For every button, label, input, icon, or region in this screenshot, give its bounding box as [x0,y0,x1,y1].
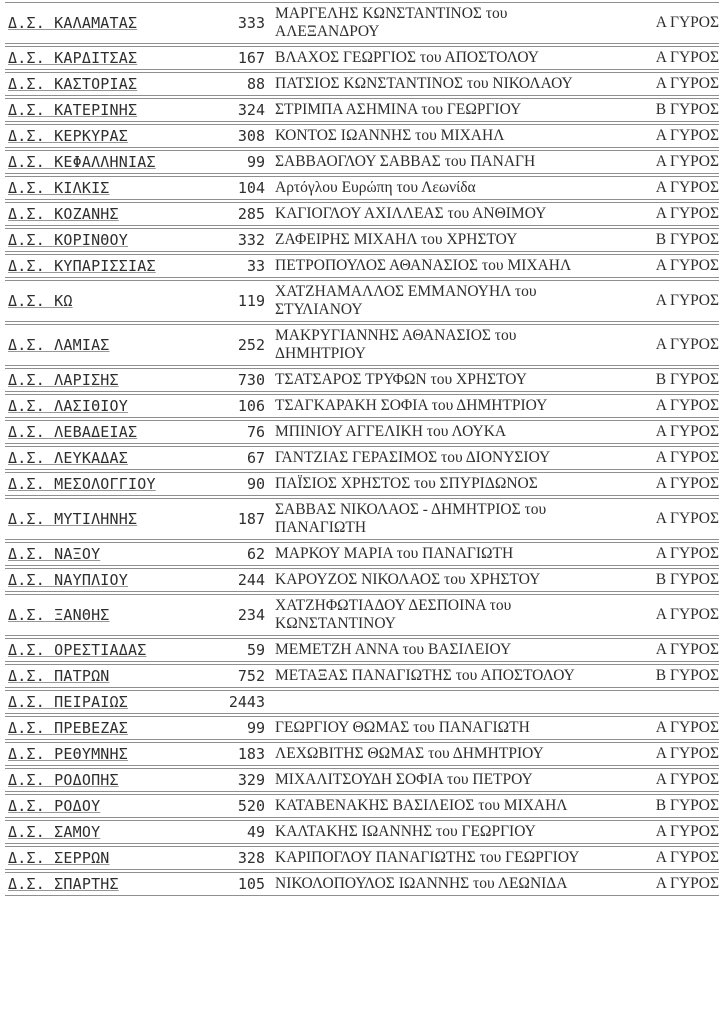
votes-value: 332 [223,228,275,252]
council-cell [5,150,223,174]
candidate-name: ΤΣΑΤΣΑΡΟΣ ΤΡΥΦΩΝ του ΧΡΗΣΤΟΥ [275,368,615,392]
council-link[interactable]: Δ.Σ. ΡΕΘΥΜΝΗΣ [8,745,128,763]
votes-value: 730 [223,368,275,392]
election-results-table [5,0,719,898]
council-link[interactable]: Δ.Σ. ΚΩ [8,292,73,310]
table-row [5,664,719,688]
council-cell [5,638,223,662]
council-link[interactable]: Δ.Σ. ΛΕΥΚΑΔΑΣ [8,449,128,467]
candidate-name: ΚΑΛΤΑΚΗΣ ΙΩΑΝΝΗΣ του ΓΕΩΡΓΙΟΥ [275,820,615,844]
candidate-name: ΧΑΤΖΗΦΩΤΙΑΔΟΥ ΔΕΣΠΟΙΝΑ του ΚΩΝΣΤΑΝΤΙΝΟΥ [275,594,615,636]
council-link[interactable]: Δ.Σ. ΚΕΦΑΛΛΗΝΙΑΣ [8,153,156,171]
table-row [5,72,719,96]
council-cell [5,228,223,252]
council-cell [5,794,223,818]
council-link[interactable]: Δ.Σ. ΚΙΛΚΙΣ [8,179,110,197]
council-cell [5,664,223,688]
round-label: Α ΓΥΡΟΣ [615,2,719,44]
votes-value: 520 [223,794,275,818]
candidate-name: ΖΑΦΕΙΡΗΣ ΜΙΧΑΗΛ του ΧΡΗΣΤΟΥ [275,228,615,252]
round-label [615,690,719,714]
council-cell [5,568,223,592]
table-row [5,202,719,226]
candidate-name: ΣΑΒΒΑΣ ΝΙΚΟΛΑΟΣ - ΔΗΜΗΤΡΙΟΣ του ΠΑΝΑΓΙΩΤΗ [275,498,615,540]
votes-value: 234 [223,594,275,636]
table-row [5,716,719,740]
round-label: Α ΓΥΡΟΣ [615,150,719,174]
council-cell [5,716,223,740]
council-link[interactable]: Δ.Σ. ΠΡΕΒΕΖΑΣ [8,719,128,737]
table-row [5,228,719,252]
council-cell [5,46,223,70]
table-row [5,394,719,418]
round-label: Β ΓΥΡΟΣ [615,368,719,392]
candidate-name: ΜΕΜΕΤΖΗ ΑΝΝΑ του ΒΑΣΙΛΕΙΟΥ [275,638,615,662]
round-label: Β ΓΥΡΟΣ [615,568,719,592]
candidate-name: ΠΕΤΡΟΠΟΥΛΟΣ ΑΘΑΝΑΣΙΟΣ του ΜΙΧΑΗΛ [275,254,615,278]
round-label: Α ΓΥΡΟΣ [615,280,719,322]
results-table-body [5,2,719,896]
table-row [5,594,719,636]
round-label: Α ΓΥΡΟΣ [615,768,719,792]
council-link[interactable]: Δ.Σ. ΛΑΣΙΘΙΟΥ [8,397,128,415]
votes-value: 244 [223,568,275,592]
votes-value: 49 [223,820,275,844]
table-row [5,542,719,566]
council-link[interactable]: Δ.Σ. ΚΑΣΤΟΡΙΑΣ [8,75,138,93]
council-cell [5,820,223,844]
votes-value: 183 [223,742,275,766]
round-label: Α ΓΥΡΟΣ [615,742,719,766]
table-row [5,498,719,540]
votes-value: 333 [223,2,275,44]
council-cell [5,394,223,418]
table-row [5,846,719,870]
round-label: Α ΓΥΡΟΣ [615,420,719,444]
table-row [5,150,719,174]
table-row [5,176,719,200]
council-cell [5,98,223,122]
round-label: Α ΓΥΡΟΣ [615,498,719,540]
council-cell [5,324,223,366]
council-link[interactable]: Δ.Σ. ΣΠΑΡΤΗΣ [8,875,119,893]
round-label: Α ΓΥΡΟΣ [615,846,719,870]
council-link[interactable]: Δ.Σ. ΛΑΡΙΣΗΣ [8,371,119,389]
table-row [5,324,719,366]
table-row [5,368,719,392]
candidate-name: ΣΤΡΙΜΠΑ ΑΣΗΜΙΝΑ του ΓΕΩΡΓΙΟΥ [275,98,615,122]
votes-value: 59 [223,638,275,662]
votes-value: 90 [223,472,275,496]
round-label: Α ΓΥΡΟΣ [615,202,719,226]
council-link[interactable]: Δ.Σ. ΚΑΛΑΜΑΤΑΣ [8,14,138,32]
council-link[interactable]: Δ.Σ. ΠΑΤΡΩΝ [8,667,110,685]
council-link[interactable]: Δ.Σ. ΚΑΡΔΙΤΣΑΣ [8,49,138,67]
round-label: Α ΓΥΡΟΣ [615,394,719,418]
candidate-name: ΚΟΝΤΟΣ ΙΩΑΝΝΗΣ του ΜΙΧΑΗΛ [275,124,615,148]
round-label: Α ΓΥΡΟΣ [615,820,719,844]
candidate-name: ΜΑΡΓΕΛΗΣ ΚΩΝΣΤΑΝΤΙΝΟΣ του ΑΛΕΞΑΝΔΡΟΥ [275,2,615,44]
round-label: Α ΓΥΡΟΣ [615,594,719,636]
council-cell [5,254,223,278]
candidate-name: ΒΛΑΧΟΣ ΓΕΩΡΓΙΟΣ του ΑΠΟΣΤΟΛΟΥ [275,46,615,70]
council-link[interactable]: Δ.Σ. ΞΑΝΘΗΣ [8,606,110,624]
council-link[interactable]: Δ.Σ. ΛΑΜΙΑΣ [8,336,110,354]
votes-value: 76 [223,420,275,444]
council-cell [5,472,223,496]
votes-value: 328 [223,846,275,870]
council-link[interactable]: Δ.Σ. ΚΟΡΙΝΘΟΥ [8,231,128,249]
candidate-name [275,690,615,714]
round-label: Α ΓΥΡΟΣ [615,872,719,896]
votes-value: 99 [223,150,275,174]
votes-value: 252 [223,324,275,366]
votes-value: 119 [223,280,275,322]
table-row [5,872,719,896]
table-row [5,280,719,322]
council-cell [5,446,223,470]
table-row [5,742,719,766]
candidate-name: ΠΑΪΣΙΟΣ ΧΡΗΣΤΟΣ του ΣΠΥΡΙΔΩΝΟΣ [275,472,615,496]
candidate-name: ΝΙΚΟΛΟΠΟΥΛΟΣ ΙΩΑΝΝΗΣ του ΛΕΩΝΙΔΑ [275,872,615,896]
candidate-name: ΠΑΤΣΙΟΣ ΚΩΝΣΤΑΝΤΙΝΟΣ του ΝΙΚΟΛΑΟΥ [275,72,615,96]
council-cell [5,2,223,44]
council-cell [5,72,223,96]
votes-value: 324 [223,98,275,122]
votes-value: 187 [223,498,275,540]
votes-value: 285 [223,202,275,226]
candidate-name: ΜΠΙΝΙΟΥ ΑΓΓΕΛΙΚΗ του ΛΟΥΚΑ [275,420,615,444]
council-cell [5,690,223,714]
round-label: Α ΓΥΡΟΣ [615,46,719,70]
council-link[interactable]: Δ.Σ. ΣΑΜΟΥ [8,823,101,841]
candidate-name: ΓΑΝΤΖΙΑΣ ΓΕΡΑΣΙΜΟΣ του ΔΙΟΝΥΣΙΟΥ [275,446,615,470]
council-link[interactable]: Δ.Σ. ΡΟΔΟΥ [8,797,101,815]
council-link[interactable]: Δ.Σ. ΣΕΡΡΩΝ [8,849,110,867]
table-row [5,2,719,44]
council-cell [5,594,223,636]
council-link[interactable]: Δ.Σ. ΚΟΖΑΝΗΣ [8,205,119,223]
candidate-name: ΜΕΤΑΞΑΣ ΠΑΝΑΓΙΩΤΗΣ του ΑΠΟΣΤΟΛΟΥ [275,664,615,688]
candidate-name: ΚΑΤΑΒΕΝΑΚΗΣ ΒΑΣΙΛΕΙΟΣ του ΜΙΧΑΗΛ [275,794,615,818]
votes-value: 88 [223,72,275,96]
round-label: Α ΓΥΡΟΣ [615,176,719,200]
table-row [5,124,719,148]
council-link[interactable]: Δ.Σ. ΜΕΣΟΛΟΓΓΙΟΥ [8,475,156,493]
candidate-name: ΣΑΒΒΑΟΓΛΟΥ ΣΑΒΒΑΣ του ΠΑΝΑΓΗ [275,150,615,174]
table-row [5,46,719,70]
council-link[interactable]: Δ.Σ. ΛΕΒΑΔΕΙΑΣ [8,423,138,441]
table-row [5,254,719,278]
round-label: Α ΓΥΡΟΣ [615,124,719,148]
table-row [5,446,719,470]
candidate-name: ΧΑΤΖΗΑΜΑΛΛΟΣ ΕΜΜΑΝΟΥΗΛ του ΣΤΥΛΙΑΝΟΥ [275,280,615,322]
table-row [5,472,719,496]
candidate-name: ΚΑΡΙΠΟΓΛΟΥ ΠΑΝΑΓΙΩΤΗΣ του ΓΕΩΡΓΙΟΥ [275,846,615,870]
votes-value: 2443 [223,690,275,714]
candidate-name: ΓΕΩΡΓΙΟΥ ΘΩΜΑΣ του ΠΑΝΑΓΙΩΤΗ [275,716,615,740]
votes-value: 308 [223,124,275,148]
council-cell [5,498,223,540]
votes-value: 104 [223,176,275,200]
round-label: Α ΓΥΡΟΣ [615,472,719,496]
council-link[interactable]: Δ.Σ. ΚΑΤΕΡΙΝΗΣ [8,101,138,119]
council-link[interactable]: Δ.Σ. ΡΟΔΟΠΗΣ [8,771,119,789]
table-row [5,820,719,844]
round-label: Α ΓΥΡΟΣ [615,638,719,662]
round-label: Β ΓΥΡΟΣ [615,664,719,688]
council-cell [5,280,223,322]
round-label: Β ΓΥΡΟΣ [615,98,719,122]
table-row [5,420,719,444]
candidate-name: Αρτόγλου Ευρώπη του Λεωνίδα [275,176,615,200]
round-label: Α ΓΥΡΟΣ [615,446,719,470]
votes-value: 99 [223,716,275,740]
votes-value: 329 [223,768,275,792]
council-link[interactable]: Δ.Σ. ΠΕΙΡΑΙΩΣ [8,693,128,711]
council-link[interactable]: Δ.Σ. ΜΥΤΙΛΗΝΗΣ [8,510,138,528]
table-row [5,690,719,714]
votes-value: 167 [223,46,275,70]
round-label: Α ΓΥΡΟΣ [615,542,719,566]
candidate-name: ΤΣΑΓΚΑΡΑΚΗ ΣΟΦΙΑ του ΔΗΜΗΤΡΙΟΥ [275,394,615,418]
round-label: Α ΓΥΡΟΣ [615,324,719,366]
round-label: Α ΓΥΡΟΣ [615,254,719,278]
council-cell [5,768,223,792]
table-row [5,568,719,592]
votes-value: 752 [223,664,275,688]
table-row [5,98,719,122]
round-label: Β ΓΥΡΟΣ [615,794,719,818]
council-cell [5,846,223,870]
round-label: Α ΓΥΡΟΣ [615,716,719,740]
council-link[interactable]: Δ.Σ. ΟΡΕΣΤΙΑΔΑΣ [8,641,147,659]
table-row [5,794,719,818]
candidate-name: ΛΕΧΩΒΙΤΗΣ ΘΩΜΑΣ του ΔΗΜΗΤΡΙΟΥ [275,742,615,766]
council-cell [5,124,223,148]
candidate-name: ΜΑΚΡΥΓΙΑΝΝΗΣ ΑΘΑΝΑΣΙΟΣ του ΔΗΜΗΤΡΙΟΥ [275,324,615,366]
council-cell [5,176,223,200]
council-link[interactable]: Δ.Σ. ΚΥΠΑΡΙΣΣΙΑΣ [8,257,156,275]
round-label: Β ΓΥΡΟΣ [615,228,719,252]
candidate-name: ΚΑΡΟΥΖΟΣ ΝΙΚΟΛΑΟΣ του ΧΡΗΣΤΟΥ [275,568,615,592]
votes-value: 33 [223,254,275,278]
votes-value: 62 [223,542,275,566]
candidate-name: ΚΑΓΙΟΓΛΟΥ ΑΧΙΛΛΕΑΣ του ΑΝΘΙΜΟΥ [275,202,615,226]
votes-value: 67 [223,446,275,470]
round-label: Α ΓΥΡΟΣ [615,72,719,96]
candidate-name: ΜΑΡΚΟΥ ΜΑΡΙΑ του ΠΑΝΑΓΙΩΤΗ [275,542,615,566]
council-link[interactable]: Δ.Σ. ΚΕΡΚΥΡΑΣ [8,127,128,145]
council-link[interactable]: Δ.Σ. ΝΑΞΟΥ [8,545,101,563]
council-cell [5,542,223,566]
votes-value: 106 [223,394,275,418]
table-row [5,638,719,662]
council-cell [5,872,223,896]
council-cell [5,368,223,392]
votes-value: 105 [223,872,275,896]
council-cell [5,202,223,226]
council-cell [5,420,223,444]
table-row [5,768,719,792]
council-link[interactable]: Δ.Σ. ΝΑΥΠΛΙΟΥ [8,571,128,589]
council-cell [5,742,223,766]
candidate-name: ΜΙΧΑΛΙΤΣΟΥΔΗ ΣΟΦΙΑ του ΠΕΤΡΟΥ [275,768,615,792]
